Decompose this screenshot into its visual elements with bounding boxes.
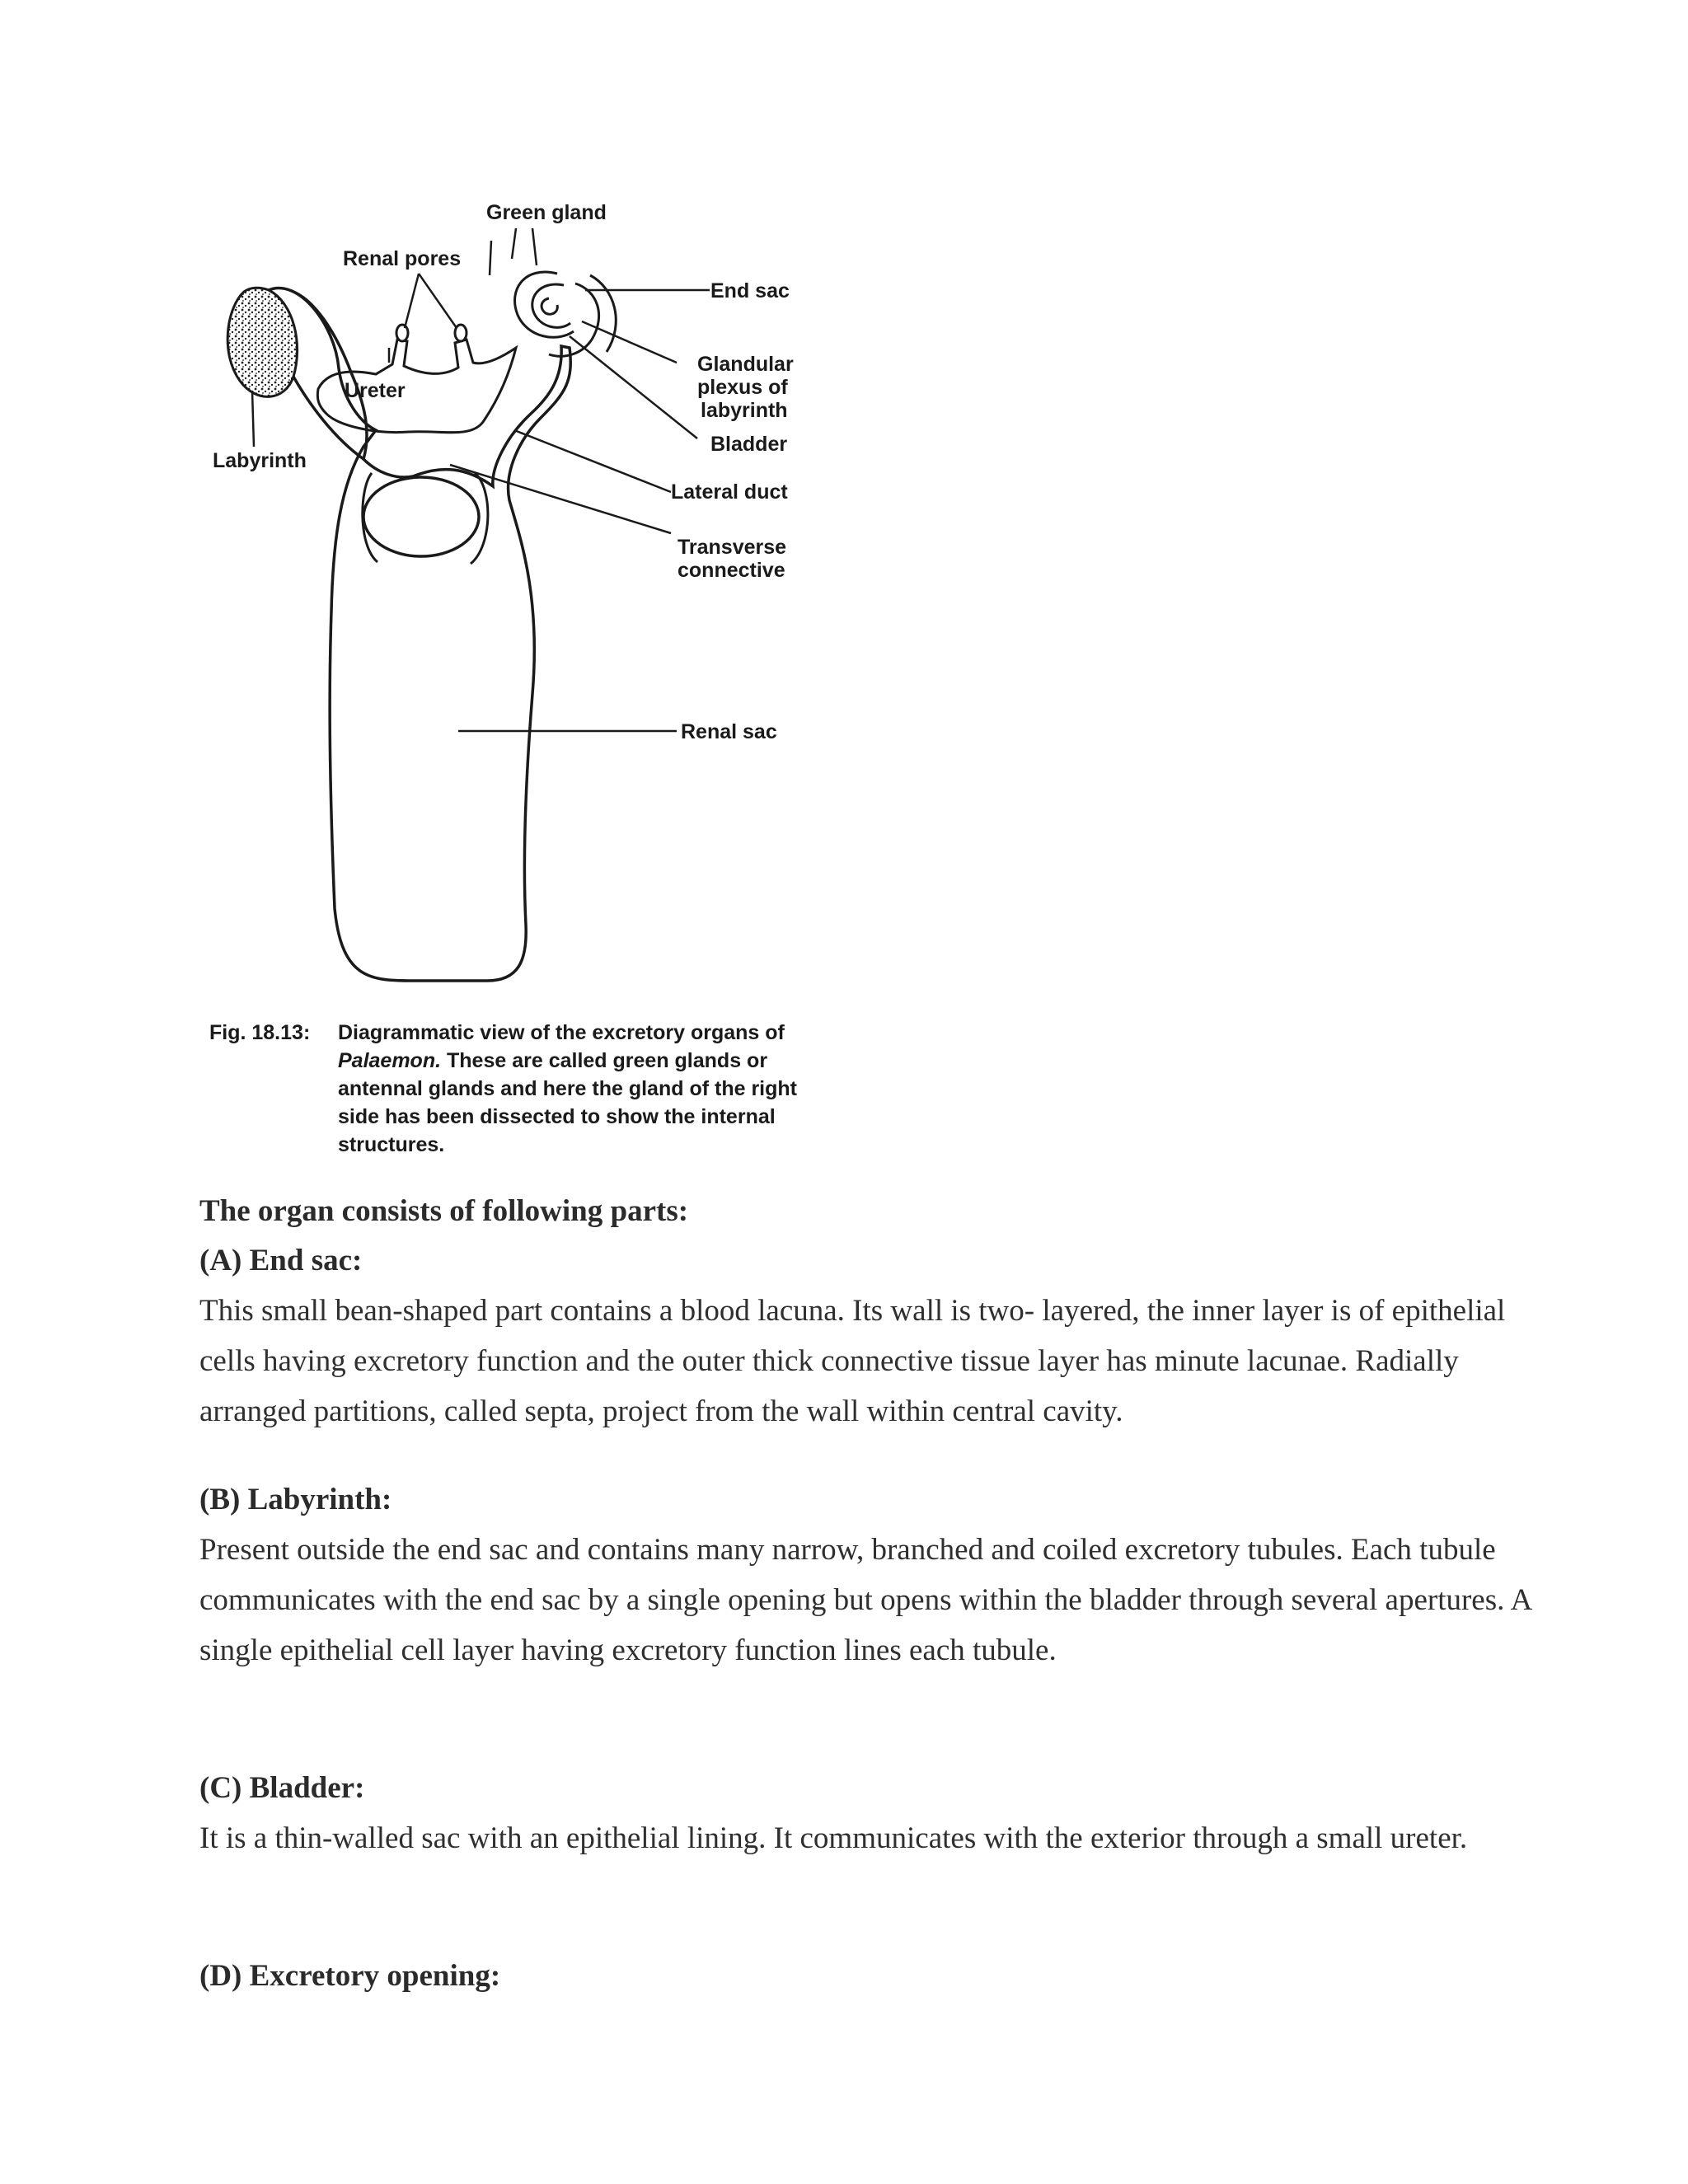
label-renal-sac: Renal sac xyxy=(681,720,777,743)
excretory-organ-figure xyxy=(195,183,821,1197)
section-body-end-sac: This small bean-shaped part contains a blood lacuna. Its wall is two- layered, the inner layer is of epithelial cells having excretory function and the outer thick connective tissue layer has minute lacunae. Radially arranged partitions, called septa, project from the wall within central cavity. xyxy=(199,1294,1506,1428)
section-body-bladder: It is a thin-walled sac with an epithelial lining. It communicates with the exterior through a small ureter. xyxy=(199,1821,1468,1855)
renal-sac-outline xyxy=(269,288,570,981)
label-renal-pores: Renal pores xyxy=(343,247,462,270)
species-name: Palaemon. xyxy=(338,1049,442,1072)
label-transverse-connective-2: connective xyxy=(678,559,785,582)
label-glandular-plexus-3: labyrinth xyxy=(701,399,788,422)
section-heading-excretory-opening: (D) Excretory opening: xyxy=(199,1959,501,1993)
label-lateral-duct: Lateral duct xyxy=(671,480,788,504)
section-heading-bladder: (C) Bladder: xyxy=(199,1771,365,1805)
label-transverse-connective-1: Transverse xyxy=(678,536,787,559)
figure-caption-text: Diagrammatic view of the excretory organs of Palaemon. These are called green glands or antennal glands and here the gland of the right side has been dissected to show the internal structures. xyxy=(338,1021,797,1156)
section-heading-labyrinth: (B) Labyrinth: xyxy=(199,1483,392,1516)
label-glandular-plexus-2: plexus of xyxy=(697,376,788,399)
label-end-sac: End sac xyxy=(710,279,790,302)
figure-number: Fig. 18.13: xyxy=(209,1021,311,1044)
section-heading-end-sac: (A) End sac: xyxy=(199,1244,363,1277)
label-bladder: Bladder xyxy=(710,433,788,456)
renal-pore-left xyxy=(396,325,408,341)
label-glandular-plexus-1: Glandular xyxy=(697,353,794,376)
intro-heading: The organ consists of following parts: xyxy=(199,1194,689,1228)
label-labyrinth: Labyrinth xyxy=(213,449,307,472)
labyrinth-lobe xyxy=(227,288,297,396)
renal-sac-lumen xyxy=(363,477,479,556)
label-green-gland: Green gland xyxy=(486,201,607,224)
label-ureter: Ureter xyxy=(345,379,406,402)
section-body-labyrinth: Present outside the end sac and contains many narrow, branched and coiled excretory tubules. Each tubule communicates with the end sac by a single opening but opens within the bladder through several apertures. A single epithelial cell layer having excretory function lines each tubule. xyxy=(199,1533,1531,1667)
end-sac-coil xyxy=(515,272,617,356)
